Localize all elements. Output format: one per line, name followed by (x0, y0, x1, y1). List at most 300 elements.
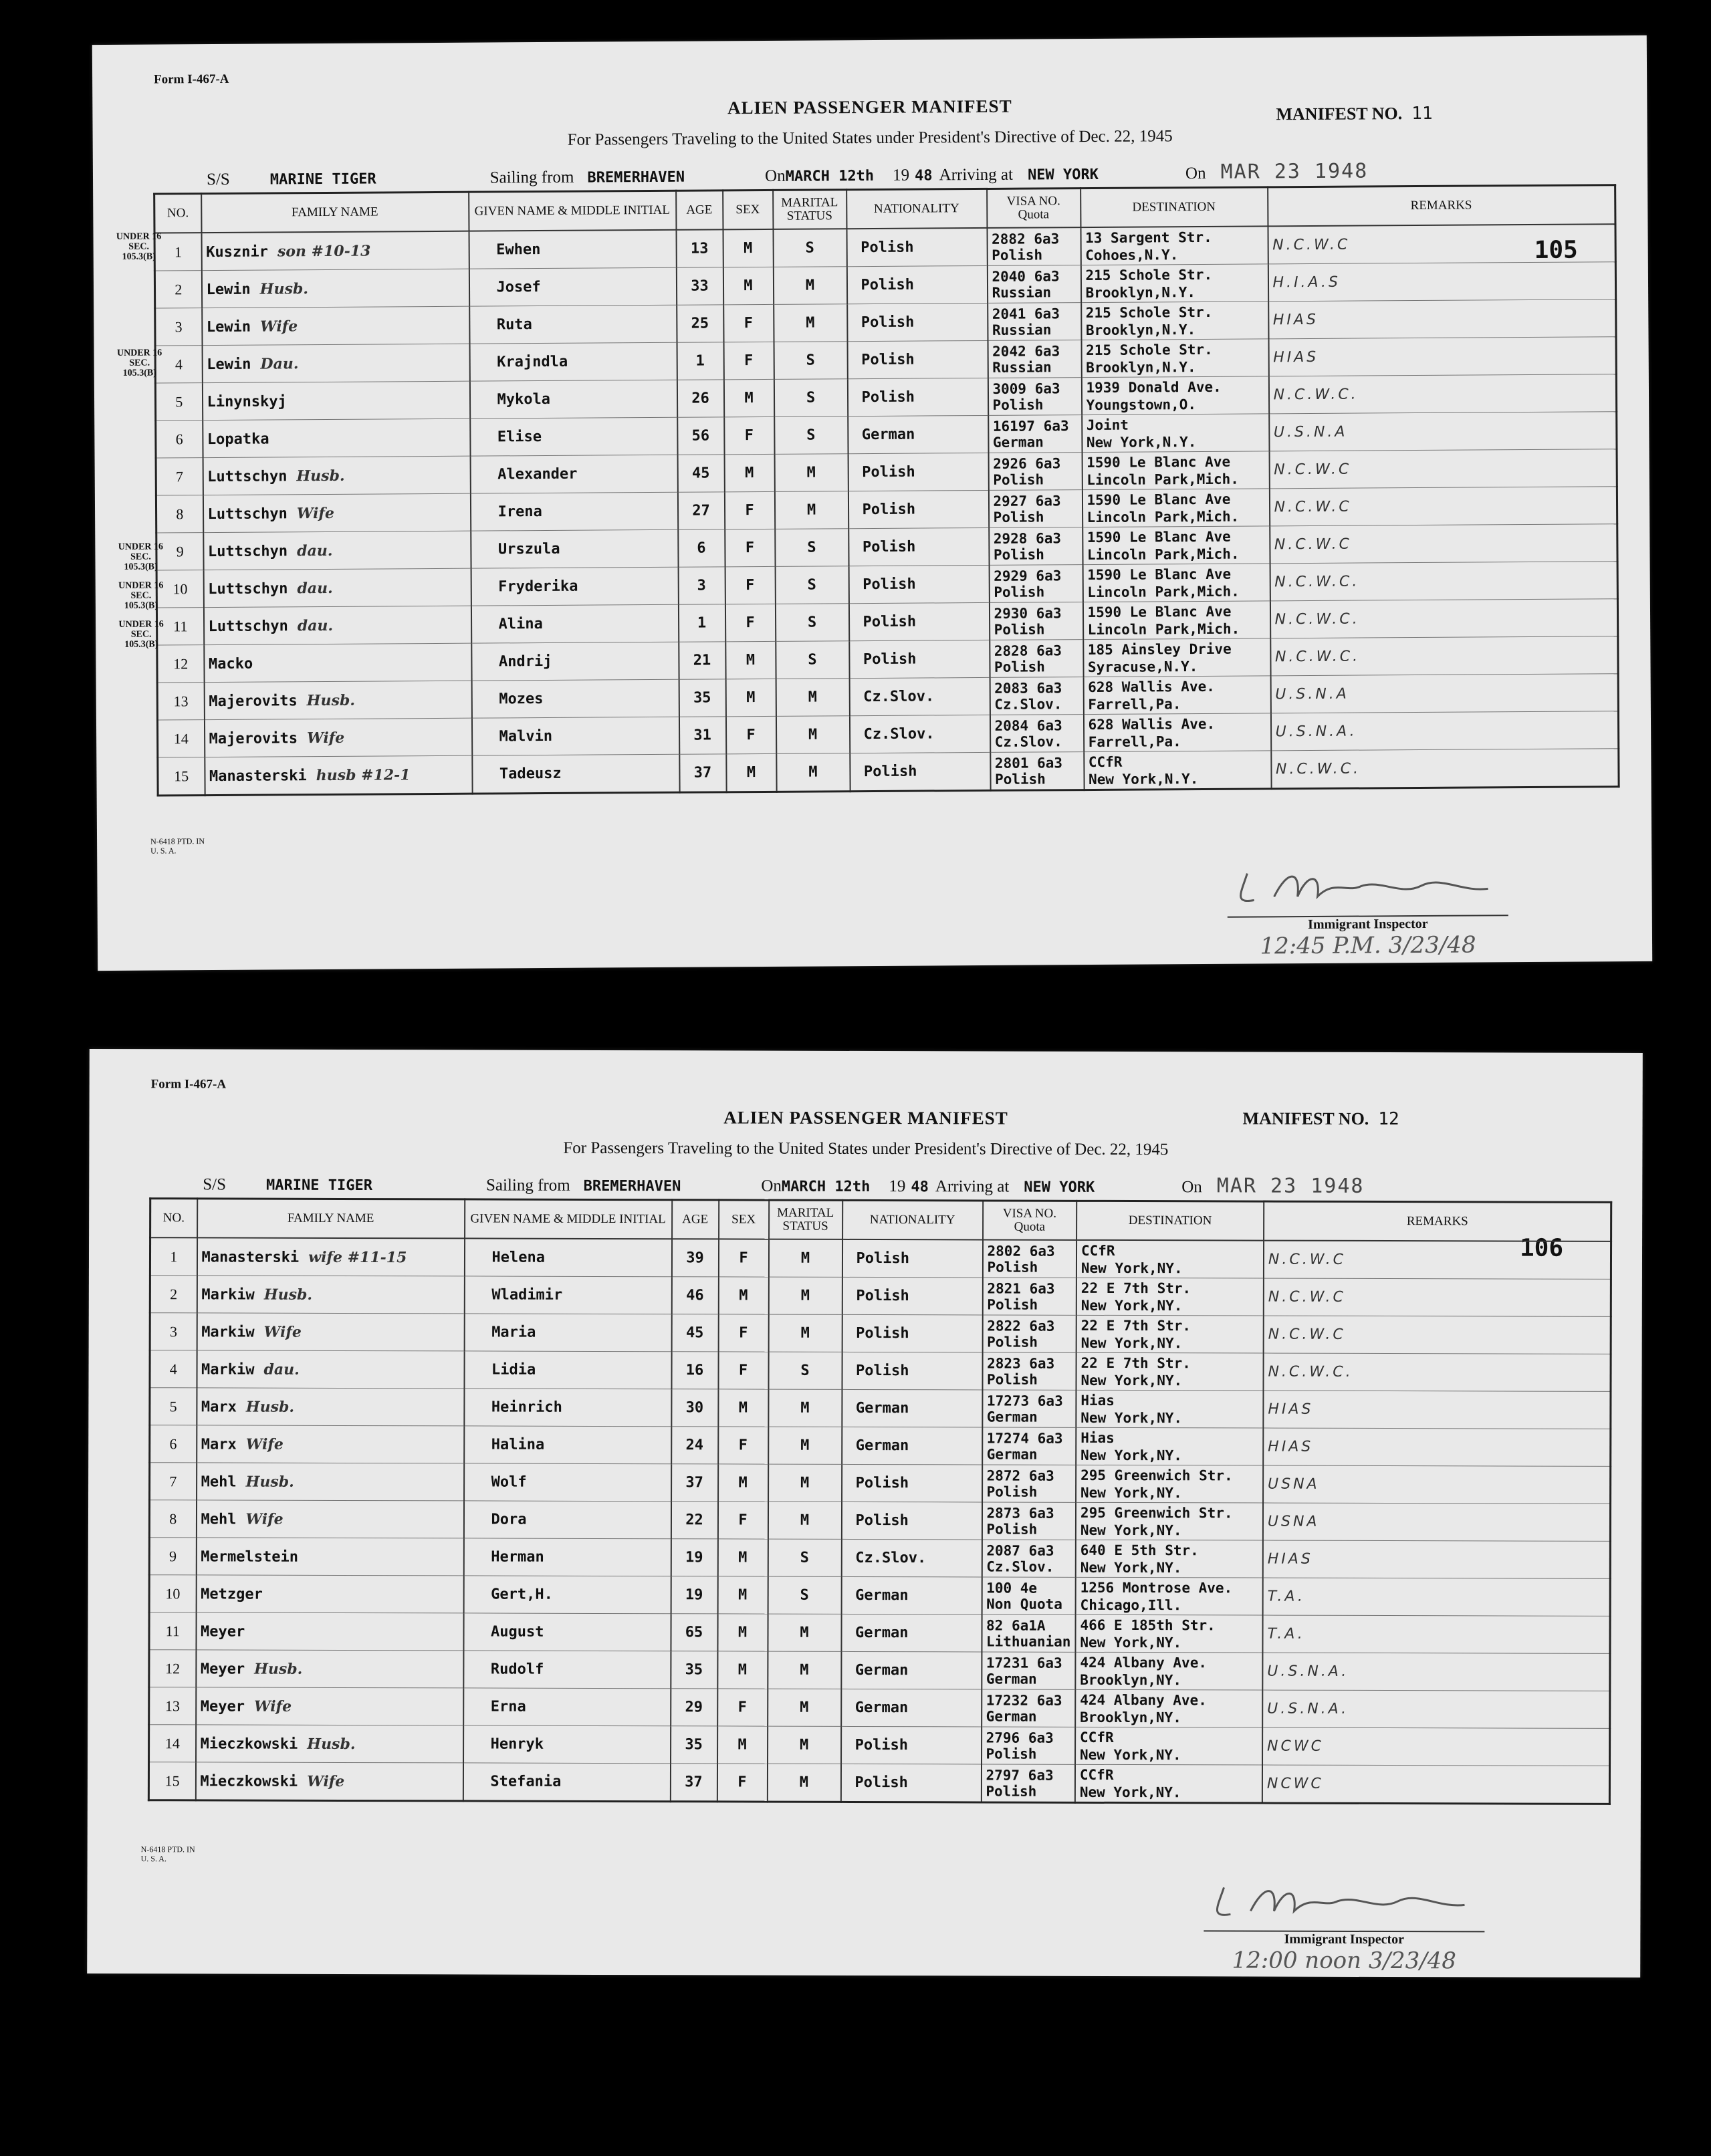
given-name: Ruta (469, 305, 677, 344)
row-number: 9 (149, 1538, 196, 1575)
remarks: HIAS (1263, 1428, 1611, 1466)
marital-status: M (776, 753, 850, 792)
ship-name: MARINE TIGER (266, 1177, 373, 1195)
column-header: REMARKS (1264, 1201, 1611, 1241)
column-header: AGE (676, 191, 723, 230)
row-number: 10 (149, 1575, 196, 1612)
remarks: N.C.W.C (1269, 487, 1617, 526)
column-header: MARITAL STATUS (769, 1200, 842, 1239)
visa-cell (982, 1577, 1076, 1614)
family-note: Husb. (296, 467, 345, 485)
manifest-sheet-12 (87, 1049, 1643, 1978)
nationality: Polish (848, 527, 989, 566)
sex: F (724, 491, 774, 529)
age: 21 (679, 642, 725, 679)
under-16-note: UNDER 16 SEC. 105.3(B) (118, 580, 164, 611)
visa-number: 17232 6a3 (986, 1691, 1062, 1709)
family-name: Lewin (206, 318, 251, 336)
visa-quota: Polish (986, 1370, 1038, 1388)
row-number: 15 (148, 1762, 195, 1800)
given-name: Elise (470, 417, 677, 456)
visa-cell (982, 1427, 1076, 1465)
remarks: N.C.W.C (1269, 449, 1617, 489)
family-name: Macko (208, 655, 253, 673)
marital-status: S (768, 1539, 841, 1576)
visa-number: 2822 6a3 (987, 1317, 1055, 1334)
row-number: 8 (149, 1500, 196, 1538)
visa-cell (988, 378, 1081, 416)
visa-number: 3009 6a3 (992, 380, 1060, 397)
visa-quota: Polish (986, 1520, 1038, 1538)
destination-cell (1080, 226, 1268, 265)
visa-quota: Non Quota (986, 1595, 1062, 1612)
row-number: 3 (155, 308, 202, 346)
marital-status: M (774, 304, 847, 342)
nationality: Polish (842, 1239, 982, 1278)
visa-number: 2802 6a3 (987, 1242, 1055, 1260)
remarks: NCWC (1262, 1765, 1610, 1804)
destination-street: Hias (1080, 1392, 1115, 1409)
given-name: Stefania (463, 1763, 670, 1802)
family-name-cell (204, 681, 471, 719)
nationality: Cz.Slov. (849, 715, 990, 753)
marital-status: M (776, 716, 849, 754)
age: 45 (677, 455, 724, 492)
visa-quota: Polish (993, 471, 1044, 488)
sail-date: MARCH 12th (785, 167, 875, 185)
family-name-cell (202, 381, 469, 420)
sex: F (725, 716, 776, 753)
sex: M (726, 753, 776, 792)
given-name: Heinrich (464, 1389, 671, 1427)
nationality: Polish (850, 752, 990, 791)
visa-quota: German (986, 1707, 1037, 1725)
visa-cell (988, 415, 1082, 453)
age: 19 (671, 1539, 717, 1576)
form-id: Form I-467-A (150, 1077, 227, 1092)
visa-quota: Polish (994, 770, 1046, 788)
destination-city: New York,NY. (1080, 1297, 1183, 1314)
family-name: Meyer (200, 1660, 245, 1678)
destination-city: New York,NY. (1080, 1409, 1183, 1426)
given-name: Wladimir (464, 1276, 671, 1314)
family-note: wife #11-15 (308, 1248, 407, 1266)
destination-city: Farrell,Pa. (1088, 695, 1181, 713)
family-name-cell (205, 755, 472, 795)
nationality: Polish (842, 1314, 982, 1352)
year-label: 19 (889, 1177, 906, 1196)
table-row (150, 1388, 1611, 1429)
destination-street: CCfR (1080, 1242, 1115, 1259)
destination-street: 295 Greenwich Str. (1080, 1504, 1233, 1521)
nationality: Polish (847, 378, 988, 416)
age: 26 (677, 380, 723, 417)
table-row (149, 1612, 1611, 1654)
row-number: 14 (149, 1725, 196, 1762)
visa-quota: Polish (994, 620, 1045, 638)
given-name: Maria (464, 1314, 671, 1352)
family-note: Wife (260, 317, 298, 336)
marital-status: M (768, 1464, 842, 1502)
table-row (158, 749, 1619, 796)
destination-street: 466 E 185th Str. (1080, 1616, 1216, 1633)
destination-city: Brooklyn,N.Y. (1085, 321, 1196, 338)
given-name: Erna (463, 1688, 671, 1726)
destination-street: CCfR (1088, 753, 1123, 770)
visa-cell (982, 1465, 1076, 1502)
arrival-stamp: MAR 23 1948 (1220, 159, 1369, 184)
visa-cell (981, 1764, 1075, 1802)
destination-city: New York,NY. (1080, 1372, 1183, 1389)
nationality: German (848, 415, 988, 453)
row-number: 6 (150, 1425, 197, 1463)
row-number: 4 (150, 1350, 197, 1388)
visa-number: 2087 6a3 (986, 1542, 1054, 1559)
age: 35 (679, 679, 725, 717)
visa-quota: Russian (992, 358, 1052, 376)
destination-city: New York,NY. (1080, 1522, 1182, 1538)
visa-cell (982, 1502, 1076, 1540)
visa-number: 2828 6a3 (994, 642, 1062, 659)
destination-cell (1076, 1278, 1264, 1316)
sex: M (724, 454, 774, 491)
column-header: NATIONALITY (842, 1200, 983, 1239)
family-name-cell (197, 1276, 464, 1314)
marital-status: M (768, 1689, 841, 1726)
nationality: Polish (848, 453, 988, 491)
column-header: NATIONALITY (846, 189, 987, 229)
visa-cell (988, 453, 1082, 491)
visa-quota: Cz.Slov. (994, 695, 1062, 713)
sex: M (717, 1614, 768, 1651)
destination-city: New York,NY. (1080, 1334, 1183, 1351)
destination-city: Brooklyn,NY. (1080, 1671, 1182, 1688)
destination-street: 1590 Le Blanc Ave (1087, 603, 1232, 620)
remarks: H.I.A.S (1268, 262, 1615, 302)
family-name-cell (196, 1500, 463, 1538)
given-name: Andrij (471, 642, 679, 681)
remarks: NCWC (1262, 1727, 1610, 1766)
family-note: Husb. (245, 1398, 295, 1416)
remarks: N.C.W.C (1270, 524, 1617, 564)
remarks: HIAS (1263, 1391, 1611, 1429)
manifest-title: ALIEN PASSENGER MANIFEST (723, 1107, 1008, 1128)
visa-cell (982, 1352, 1076, 1390)
sailing-from: BREMERHAVEN (587, 168, 685, 187)
column-header: VISA NO. Quota (983, 1201, 1077, 1240)
table-row (149, 1575, 1611, 1616)
age: 35 (671, 1726, 717, 1764)
destination-city: New York,NY. (1080, 1447, 1182, 1463)
table-row (149, 1538, 1611, 1579)
destination-street: 215 Schole Str. (1086, 341, 1213, 358)
destination-cell (1080, 264, 1268, 303)
nationality: German (841, 1614, 982, 1652)
given-name: Krajndla (469, 342, 677, 381)
table-row (150, 1237, 1611, 1279)
family-name-cell (203, 456, 470, 495)
age: 1 (678, 604, 725, 642)
page-number: 105 (1534, 236, 1578, 264)
given-name: Mozes (471, 679, 679, 718)
row-number: 12 (149, 1650, 196, 1687)
sex: M (718, 1464, 768, 1502)
ship-prefix: S/S (203, 1175, 227, 1194)
column-header: MARITAL STATUS (773, 190, 846, 229)
sex: M (723, 229, 773, 267)
family-note: Husb. (245, 1473, 294, 1491)
family-name-cell (196, 1538, 463, 1576)
destination-city: New York,NY. (1079, 1784, 1181, 1800)
destination-city: Syracuse,N.Y. (1087, 658, 1198, 675)
sex: F (717, 1689, 768, 1726)
destination-street: 1256 Montrose Ave. (1080, 1579, 1233, 1596)
sex: F (725, 566, 775, 604)
remarks: N.C.W.C. (1270, 562, 1617, 601)
family-name-cell (201, 269, 469, 308)
destination-cell (1083, 676, 1270, 715)
sex: F (718, 1352, 768, 1389)
visa-number: 2040 6a3 (992, 267, 1060, 285)
nationality: Polish (847, 340, 988, 378)
age: 6 (678, 529, 725, 567)
manifest-sheet-11 (92, 35, 1652, 971)
destination-street: Joint (1086, 416, 1129, 433)
destination-street: 22 E 7th Str. (1080, 1280, 1191, 1296)
manifest-number (1243, 1108, 1399, 1129)
given-name: Henryk (463, 1725, 671, 1764)
sex: F (723, 342, 774, 379)
table-row (149, 1650, 1611, 1691)
marital-status: M (768, 1651, 841, 1689)
visa-quota: Polish (992, 246, 1043, 263)
family-name: Meyer (201, 1623, 245, 1641)
marital-status: S (773, 229, 846, 267)
family-name: Markiw (201, 1323, 255, 1341)
age: 37 (670, 1764, 717, 1802)
manifest-subtitle: For Passengers Traveling to the United States under President's Directive of Dec. 22, 1945 (567, 127, 1173, 149)
visa-number: 2796 6a3 (986, 1729, 1054, 1746)
row-number: 7 (150, 1463, 197, 1500)
sex: M (718, 1277, 768, 1314)
family-name-cell (197, 1313, 464, 1351)
nationality: Polish (842, 1464, 982, 1502)
marital-status: S (775, 604, 848, 642)
visa-number: 2801 6a3 (994, 754, 1063, 771)
column-header: SEX (723, 190, 773, 229)
manifest-number (1276, 104, 1432, 124)
age: 65 (671, 1614, 717, 1651)
destination-city: New York,N.Y. (1086, 433, 1197, 451)
destination-street: 295 Greenwich Str. (1080, 1467, 1233, 1483)
destination-cell (1082, 414, 1269, 453)
remarks: N.C.W.C (1264, 1278, 1611, 1316)
remarks: T.A. (1262, 1615, 1610, 1653)
nationality: Cz.Slov. (849, 677, 990, 715)
signature-scrawl (1227, 865, 1508, 907)
family-name: Meyer (200, 1697, 245, 1715)
visa-quota: Polish (987, 1333, 1038, 1350)
given-name: Josef (469, 267, 676, 306)
visa-cell (990, 752, 1084, 791)
given-name: Tadeusz (472, 754, 679, 794)
family-name: Manasterski (201, 1248, 300, 1266)
visa-number: 2930 6a3 (994, 604, 1062, 622)
row-number: 7 (156, 458, 203, 495)
nationality: Polish (842, 1352, 982, 1390)
year-label: 19 (893, 166, 910, 185)
page-number: 106 (1519, 1234, 1564, 1262)
remarks: N.C.W.C. (1268, 374, 1616, 414)
manifest-table (153, 184, 1619, 796)
row-number: 6 (156, 421, 203, 458)
family-note: son #10-13 (277, 242, 371, 260)
family-name: Linynskyj (207, 392, 287, 410)
family-name-cell (203, 606, 471, 644)
inspector-signature-block (1193, 865, 1542, 960)
sex: F (725, 529, 775, 566)
sex: M (717, 1651, 768, 1689)
family-note: Husb. (263, 1286, 313, 1304)
row-number: 13 (149, 1687, 196, 1725)
visa-number: 2823 6a3 (987, 1354, 1055, 1372)
destination-street: CCfR (1079, 1766, 1114, 1783)
family-name-cell (202, 306, 469, 345)
given-name: Malvin (471, 717, 679, 755)
age: 37 (671, 1464, 718, 1502)
destination-cell (1081, 339, 1268, 378)
given-name: Urszula (471, 529, 678, 568)
destination-city: New York,NY. (1080, 1634, 1182, 1651)
marital-status: M (773, 267, 846, 305)
family-name: Luttschyn (208, 617, 288, 635)
remarks: HIAS (1268, 337, 1616, 376)
family-note: Wife (245, 1510, 283, 1528)
visa-quota: Cz.Slov. (986, 1558, 1054, 1575)
on-label: On (765, 166, 786, 185)
age: 46 (671, 1277, 718, 1314)
row-number: 1 (154, 233, 201, 271)
nationality: Polish (841, 1502, 982, 1540)
sex: M (717, 1726, 768, 1764)
family-name-cell (196, 1725, 463, 1763)
family-note: dau. (297, 542, 333, 560)
family-name: Luttschyn (208, 580, 288, 598)
destination-city: Lincoln Park,Mich. (1087, 620, 1240, 638)
age: 19 (671, 1576, 717, 1614)
nationality: Polish (846, 265, 987, 304)
remarks: N.C.W.C. (1263, 1353, 1611, 1391)
given-name: Gert,H. (463, 1576, 671, 1614)
family-name: Metzger (201, 1585, 263, 1603)
family-name: Markiw (201, 1286, 255, 1304)
marital-status: S (774, 416, 848, 455)
visa-cell (982, 1540, 1076, 1577)
form-id: Form I-467-A (154, 72, 229, 87)
sex: F (725, 604, 775, 641)
nationality: Polish (841, 1726, 982, 1764)
family-name: Luttschyn (207, 505, 288, 523)
under-16-note: UNDER 16 SEC. 105.3(B) (116, 231, 162, 262)
visa-quota: Cz.Slov. (994, 733, 1062, 750)
destination-city: New York,NY. (1079, 1746, 1181, 1763)
age: 31 (679, 717, 725, 754)
age: 39 (671, 1239, 718, 1277)
table-body (154, 224, 1619, 796)
family-name-cell (203, 493, 470, 532)
destination-street: 13 Sargent Str. (1085, 229, 1212, 246)
family-name-cell (202, 344, 469, 382)
inspector-label: Immigrant Inspector (1204, 1930, 1484, 1947)
visa-quota: Polish (994, 658, 1045, 675)
family-name-cell (196, 1687, 463, 1725)
column-header: GIVEN NAME & MIDDLE INITIAL (465, 1199, 672, 1239)
visa-cell (988, 490, 1082, 528)
family-name-cell (195, 1762, 463, 1801)
printer-mark: N-6418 PTD. IN U. S. A. (150, 836, 205, 856)
row-number: 14 (157, 720, 204, 757)
age: 13 (676, 229, 723, 267)
age: 33 (676, 267, 723, 305)
row-number: 2 (154, 271, 201, 308)
visa-number: 2927 6a3 (993, 492, 1061, 509)
visa-quota: Polish (986, 1483, 1038, 1500)
visa-cell (990, 640, 1083, 678)
destination-city: New York,NY. (1080, 1484, 1182, 1501)
destination-street: 22 E 7th Str. (1080, 1317, 1191, 1334)
nationality: German (841, 1689, 982, 1727)
family-note: Husb. (259, 279, 309, 298)
arriving-label: Arriving at (935, 1177, 1010, 1196)
nationality: Polish (848, 565, 989, 603)
inspector-signature (1170, 1881, 1518, 1931)
column-header: REMARKS (1268, 185, 1615, 227)
family-note: Wife (307, 729, 345, 747)
family-note: Dau. (260, 354, 299, 373)
sex: F (718, 1427, 768, 1464)
destination-city: Brooklyn,N.Y. (1085, 283, 1196, 301)
visa-quota: Polish (987, 1258, 1038, 1276)
manifest-title: ALIEN PASSENGER MANIFEST (727, 96, 1012, 118)
sex: M (723, 267, 773, 304)
remarks: HIAS (1268, 300, 1616, 339)
visa-number: 2928 6a3 (993, 529, 1062, 547)
destination-cell (1075, 1764, 1262, 1803)
nationality: Polish (847, 303, 988, 341)
inspector-signature-block (1170, 1881, 1518, 1974)
given-name: Alexander (470, 455, 677, 493)
nationality: German (842, 1389, 982, 1427)
visa-cell (982, 1278, 1076, 1315)
visa-cell (987, 227, 1080, 265)
given-name: Dora (463, 1501, 671, 1539)
sex: F (717, 1764, 767, 1802)
destination-street: 1590 Le Blanc Ave (1087, 491, 1231, 508)
sail-year: 48 (915, 167, 933, 185)
destination-cell (1083, 638, 1270, 677)
given-name: Lidia (464, 1351, 671, 1389)
family-name: Marx (201, 1435, 237, 1453)
marital-status: M (768, 1277, 842, 1314)
family-name-cell (203, 418, 470, 457)
destination-city: Brooklyn,N.Y. (1086, 358, 1196, 376)
marital-status: M (768, 1427, 842, 1464)
destination-cell (1082, 526, 1270, 565)
table-row (150, 1425, 1611, 1467)
visa-cell (982, 1689, 1076, 1727)
visa-number: 82 6a1A (986, 1616, 1046, 1634)
ship-name: MARINE TIGER (269, 170, 376, 189)
